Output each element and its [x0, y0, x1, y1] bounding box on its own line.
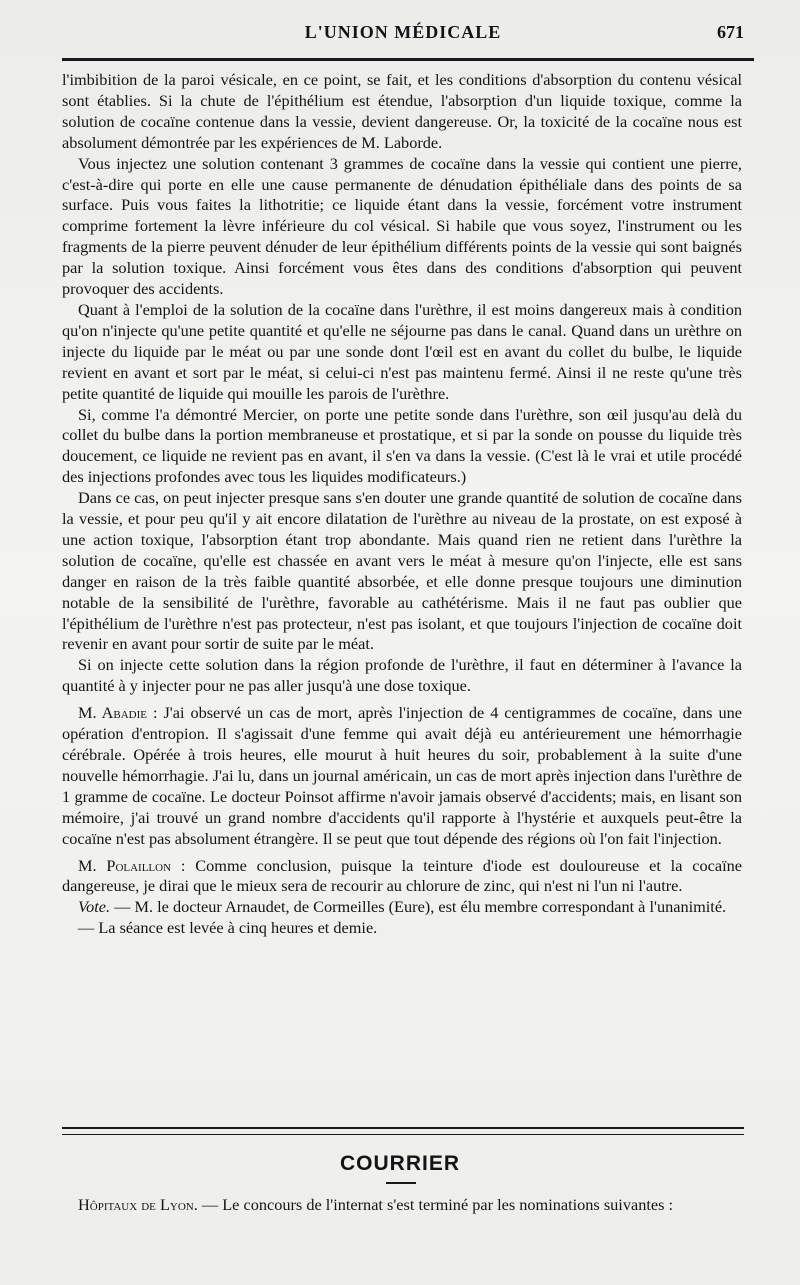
vote-paragraph [62, 897, 742, 918]
running-header [62, 22, 744, 52]
speaker-name: M. Abadie : [78, 703, 158, 723]
paragraph: l'imbibition de la paroi vésicale, en ce point, se fait, et les conditions d'absorption du contenu vésical sont établies. Si la chute de l'épithélium est étendue, l'absorption d'un liquide toxique, comme la solution de cocaïne contenue dans la vessie, devient dangereuse. Or, la toxicité de la cocaïne nous est absolument démontrée par les expériences de M. Laborde. [62, 70, 742, 152]
courrier-paragraph [62, 1194, 742, 1216]
speaker-paragraph-abadie [62, 703, 742, 849]
speaker-text: Comme conclusion, puisque la teinture d'iode est douloureuse et la cocaïne dangereuse, je dirai que le mieux sera de recourir au chlorure de zinc, qui n'est ni l'un ni l'autre. [62, 855, 742, 896]
paragraph: Dans ce cas, on peut injecter presque sans s'en douter une grande quantité de solution de cocaïne dans la vessie, et pour peu qu'il y ait encore dilatation de l'urèthre au niveau de la prostate, on est exposé à une action toxique, l'absorption étant trop abondante. Mais quand rien ne retient dans l'urèthre la solution de cocaïne, qu'elle est chassée en avant vers le méat à mesure qu'on l'injecte, elle est sans danger en raison de la très faible quantité absorbée, et elle donne presque toujours une diminution notable de la sensibilité de l'urèthre, favorable au cathétérisme. Mais il ne faut pas oublier que l'épithélium de l'urèthre n'est pas protecteur, n'est pas isolant, et que toujours l'injection de cocaïne doit revenir en avant pour sortir de suite par le méat. [62, 488, 742, 654]
journal-title: L'UNION MÉDICALE [304, 22, 502, 42]
courrier-body [62, 1194, 742, 1216]
page-number: 671 [717, 22, 744, 42]
section-title: COURRIER [339, 1152, 460, 1175]
courrier-lead: Hôpitaux de Lyon. [78, 1195, 198, 1214]
paragraph: Si, comme l'a démontré Mercier, on porte une petite sonde dans l'urèthre, son œil jusqu'au delà du collet du bulbe dans la portion membraneuse et prostatique, et si par la sonde on pousse du liquide très doucement, ce liquide ne revient pas en avant, il s'en va dans la vessie. (C'est là le vrai et utile procédé des injections profondes avec tous les liquides modificateurs.) [62, 404, 742, 487]
speaker-name: M. Polaillon : [78, 855, 186, 875]
paragraph: Vous injectez une solution contenant 3 grammes de cocaïne dans la vessie qui contient une pierre, c'est-à-dire qui porte en elle une cause permanente de dénudation épithéliale dans des points de sa surface. Puis vous faites la lithotritie; ce liquide étant dans la vessie, forcément votre instrument comprime fortement la lèvre inférieure du col vésical. Si habile que vous soyez, l'instrument ou les fragments de la pierre peuvent dénuder de leur épithélium différents points de la vessie qui sont baignés par la solution toxique. Ainsi forcément vous êtes dans des conditions d'absorption qui peuvent provoquer des accidents. [62, 153, 742, 299]
vote-text: — M. le docteur Arnaudet, de Cormeilles (Eure), est élu membre correspondant à l'unanimité. [114, 897, 727, 917]
courrier-text: — Le concours de l'internat s'est terminé par les nominations suivantes : [201, 1195, 674, 1214]
paragraph: Quant à l'emploi de la solution de la cocaïne dans l'urèthre, il est moins dangereux mais à condition qu'on n'injecte qu'une petite quantité et qu'elle ne séjourne pas dans le canal. Quand dans un urèthre on injecte du liquide par le méat ou par une sonde dont l'œil est en avant du collet du bulbe, le liquide revient en avant et sort par le méat, si celui-ci n'est pas maintenu fermé. Ainsi il ne reste qu'une très petite quantité de liquide qui mouille les parois de l'urèthre. [62, 299, 742, 403]
title-underline [386, 1182, 416, 1184]
header-rule [62, 58, 754, 61]
vote-label: Vote. [78, 897, 111, 917]
speaker-text: J'ai observé un cas de mort, après l'injection de 4 centigrammes de cocaïne, dans une opération d'entropion. Il s'agissait d'une femme qui avait déjà eu antérieurement une hémorrhagie cérébrale. Opérée à trois heures, elle mourut à huit heures du soir, probablement à la suite d'une nouvelle hémorrhagie. J'ai lu, dans un journal américain, un cas de mort après injection dans l'urèthre de 1 gramme de cocaïne. Le docteur Poinsot affirme n'avoir jamais observé d'accidents; mais, en lisant son mémoire, j'ai trouvé un grand nombre d'accidents qu'il rapporte à l'hystérie et auxquels peut-être la cocaïne n'est pas absolument étrangère. Il se peut que tout dépende des régions où l'on fait l'injection. [62, 703, 742, 848]
section-divider [62, 1127, 744, 1135]
paragraph: Si on injecte cette solution dans la région profonde de l'urèthre, il faut en déterminer à l'avance la quantité à y injecter pour ne pas aller jusqu'à une dose toxique. [62, 655, 742, 696]
closing-line: — La séance est levée à cinq heures et demie. [78, 918, 378, 938]
article-body [62, 70, 742, 939]
speaker-paragraph-polaillon [62, 856, 742, 898]
